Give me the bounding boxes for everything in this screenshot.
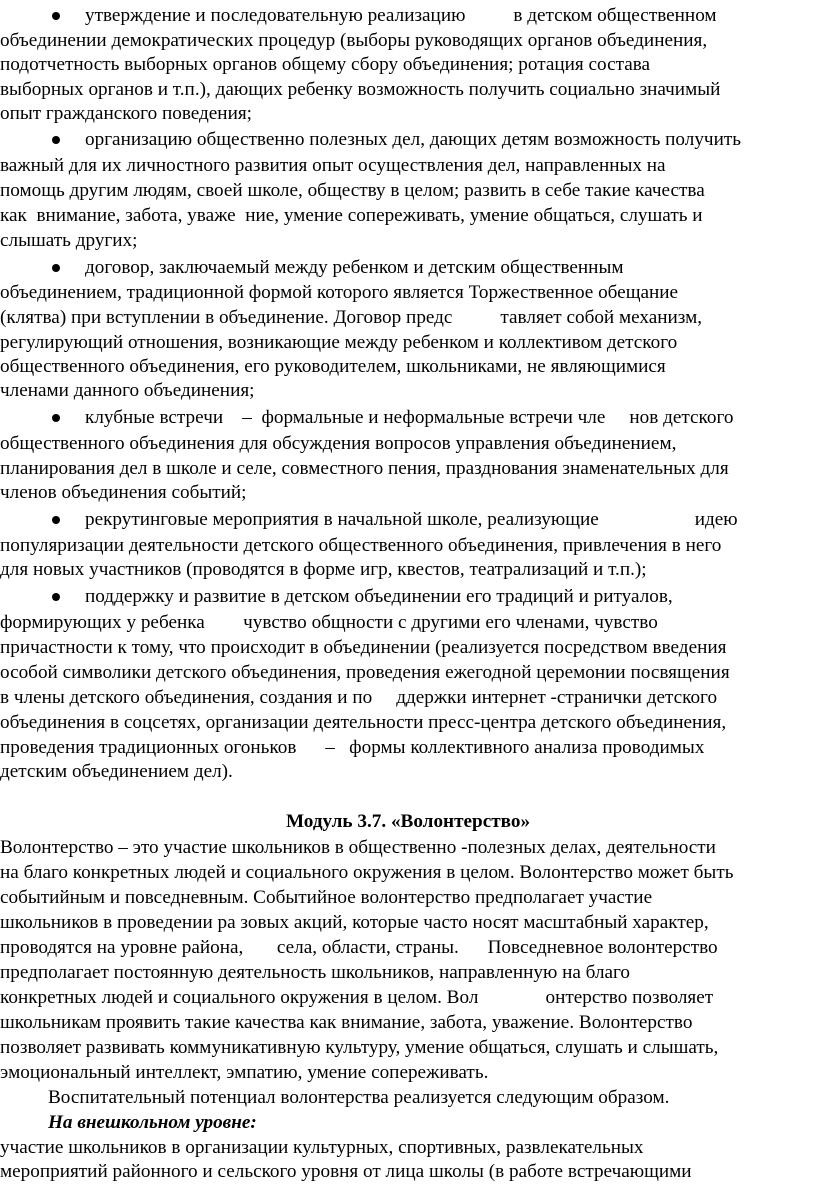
paragraph-line-9: позволяет развивать коммуникативную культуру, умение общаться, слушать и слышать, (0, 1037, 719, 1058)
bullet-5-line-3: для новых участников (проводятся в форме игр, квестов, театрализаций и т.п.); (0, 559, 647, 580)
paragraph-line-1: Волонтерство – это участие школьников в общественно -полезных делах, деятельности (0, 837, 716, 858)
paragraph-line-6: предполагает постоянную деятельность школьников, направленную на благо (0, 962, 631, 983)
bullet-icon (52, 406, 62, 416)
paragraph-line-4: школьников в проведении ра зовых акций, которые часто носят масштабный характер, (0, 912, 709, 933)
bullet-3-line-1: договор, заключаемый между ребенком и детским общественным (85, 257, 624, 278)
subheading: На внешкольном уровне: (48, 1112, 257, 1133)
bullet-2-line-3: помощь другим людям, своей школе, обществу в целом; развить в себе такие качества (0, 180, 705, 201)
bullet-6-line-4: особой символики детского объединения, проведения ежегодной церемонии посвящения (0, 662, 730, 683)
bullet-2-line-5: слышать других; (0, 230, 138, 251)
bullet-icon (52, 128, 62, 138)
bullet-5-line-1: рекрутинговые мероприятия в начальной школе, реализующие идею (85, 509, 738, 530)
bullet-6-line-3: причастности к тому, что происходит в объединении (реализуется посредством введения (0, 637, 727, 658)
bullet-4-line-3: планирования дел в школе и селе, совместного пения, празднования знаменательных для (0, 458, 729, 479)
bullet-3-line-6: членами данного объединения; (0, 380, 255, 401)
bullet-3-line-5: общественного объединения, его руководителем, школьниками, не являющимися (0, 356, 666, 377)
bullet-icon (52, 585, 62, 595)
paragraph-line-5: проводятся на уровне района, села, области, страны. Повседневное волонтерство (0, 937, 718, 958)
bullet-3-line-4: регулирующий отношения, возникающие между ребенком и коллективом детского (0, 332, 678, 353)
tail-line-1: участие школьников в организации культурных, спортивных, развлекательных (0, 1137, 644, 1158)
bullet-1-line-2: объединении демократических процедур (выборы руководящих органов объединения, (0, 30, 708, 51)
section-heading: Модуль 3.7. «Волонтерство» (285, 811, 531, 832)
bullet-icon (52, 508, 62, 518)
bullet-icon (52, 4, 62, 14)
bullet-1-line-1: утверждение и последовательную реализацию в детском общественном (85, 5, 717, 26)
bullet-6-line-7: проведения традиционных огоньков – формы коллективного анализа проводимых (0, 737, 705, 758)
bullet-2-line-1: организацию общественно полезных дел, дающих детям возможность получить (85, 129, 741, 150)
bullet-6-line-2: формирующих у ребенка чувство общности с другими его членами, чувство (0, 612, 658, 633)
paragraph-line-2: на благо конкретных людей и социального окружения в целом. Волонтерство может быть (0, 862, 734, 883)
bullet-icon (52, 256, 62, 266)
bullet-4-line-2: общественного объединения для обсуждения вопросов управления объединением, (0, 433, 677, 454)
paragraph-line-10: эмоциональный интеллект, эмпатию, умение сопереживать. (0, 1062, 489, 1083)
bullet-4-line-1: клубные встречи – формальные и неформальные встречи чле нов детского (85, 407, 734, 428)
bullet-1-line-5: опыт гражданского поведения; (0, 103, 253, 124)
bullet-6-line-1: поддержку и развитие в детском объединении его традиций и ритуалов, (85, 586, 673, 607)
bullet-5-line-2: популяризации деятельности детского общественного объединения, привлечения в него (0, 535, 722, 556)
bullet-1-line-4: выборных органов и т.п.), дающих ребенку возможность получить социально значимый (0, 79, 721, 100)
bullet-6-line-5: в члены детского объединения, создания и по ддержки интернет -странички детского (0, 687, 718, 708)
paragraph-line-3: событийным и повседневным. Событийное волонтерство предполагает участие (0, 887, 653, 908)
paragraph-line-7: конкретных людей и социального окружения в целом. Вол онтерство позволяет (0, 987, 714, 1008)
bullet-2-line-4: как внимание, забота, уваже ние, умение сопереживать, умение общаться, слушать и (0, 205, 703, 226)
indent-line: Воспитательный потенциал волонтерства реализуется следующим образом. (48, 1087, 670, 1108)
bullet-6-line-8: детским объединением дел). (0, 761, 233, 782)
paragraph-line-8: школьникам проявить такие качества как внимание, забота, уважение. Волонтерство (0, 1012, 693, 1033)
bullet-6-line-6: объединения в соцсетях, организации деятельности пресс-центра детского объединения, (0, 712, 727, 733)
bullet-3-line-2: объединением, традиционной формой которого является Торжественное обещание (0, 282, 679, 303)
bullet-2-line-2: важный для их личностного развития опыт осуществления дел, направленных на (0, 155, 666, 176)
bullet-4-line-4: членов объединения событий; (0, 482, 247, 503)
bullet-1-line-3: подотчетность выборных органов общему сбору объединения; ротация состава (0, 54, 651, 75)
tail-line-2: мероприятий районного и сельского уровня от лица школы (в работе встречающими (0, 1161, 692, 1182)
bullet-3-line-3: (клятва) при вступлении в объединение. Договор предс тавляет собой механизм, (0, 307, 703, 328)
